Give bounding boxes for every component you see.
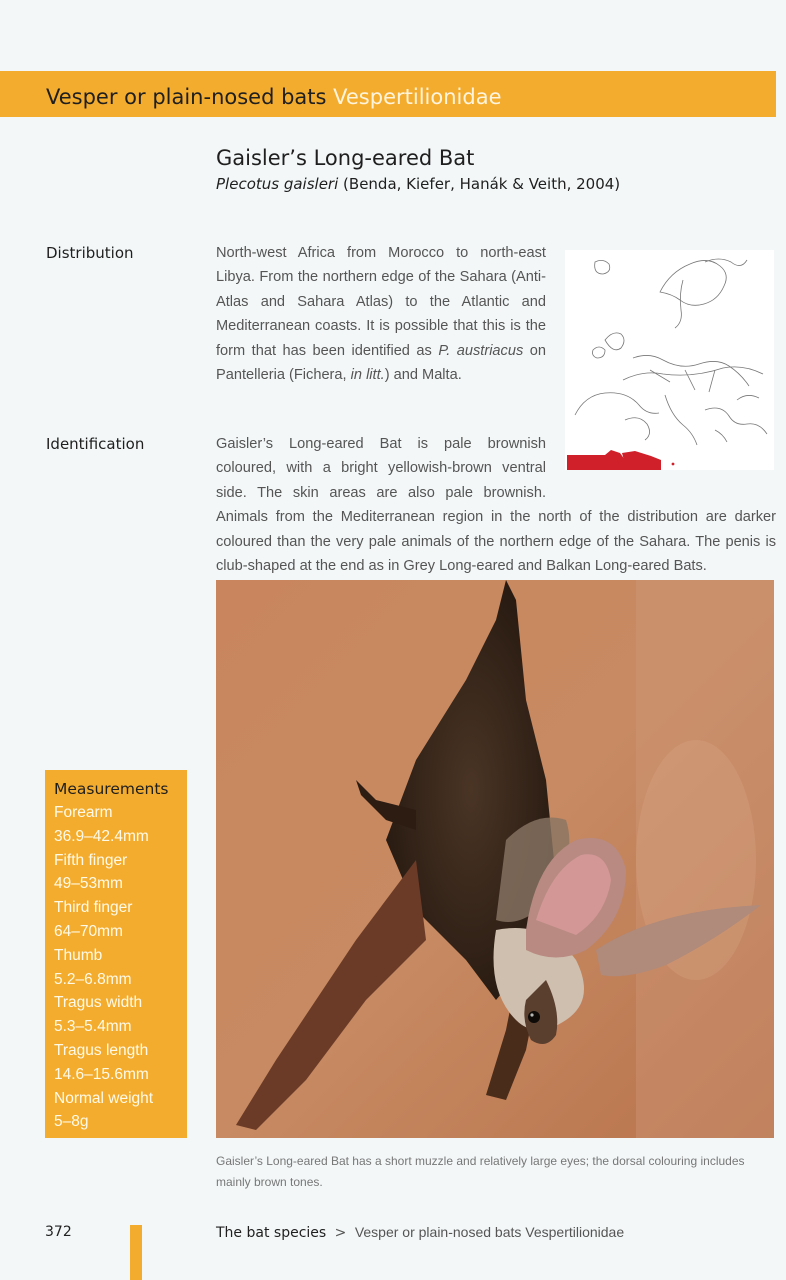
page-number: 372: [45, 1224, 72, 1240]
measurement-value: 5–8g: [54, 1113, 89, 1131]
species-authority: (Benda, Kiefer, Hanák & Veith, 2004): [343, 175, 621, 193]
header-latin-name: Vespertilionidae: [333, 85, 502, 109]
species-latin: Plecotus gaisleri: [216, 175, 339, 193]
measurement-value: 49–53mm: [54, 875, 123, 893]
footer-section-link: The bat species: [216, 1225, 327, 1241]
measurement-label: Thumb: [54, 946, 103, 964]
distribution-label: Distribution: [46, 244, 134, 262]
photo-caption: Gaisler’s Long-eared Bat has a short muzzle and relatively large eyes; the dorsal colouring includes mainly brown tones.: [216, 1154, 745, 1189]
chapter-header: [46, 84, 501, 110]
measurement-label: Normal weight: [54, 1089, 154, 1107]
measurement-value: 64–70mm: [54, 922, 123, 940]
species-title: Gaisler’s Long-eared Bat: [216, 146, 475, 170]
header-common-name: Vesper or plain-nosed bats: [46, 85, 327, 109]
identification-text: Gaisler’s Long-eared Bat is pale brownish coloured, with a bright yellowish-brown ventral side. The skin areas are also pale brownish. Animals from the Mediterranean region in the north of the distribution are darker coloured than the very pale animals of the northern edge of the Sahara. The penis is club-shaped at the end as in Grey Long-eared and Balkan Long-eared Bats.: [216, 436, 776, 575]
measurement-label: Tragus width: [54, 994, 143, 1012]
measurement-label: Forearm: [54, 804, 113, 821]
footer-breadcrumb: [216, 1224, 624, 1241]
footer-separator: >: [334, 1225, 347, 1241]
footer-accent-bar: [130, 1225, 142, 1280]
footer-family: Vesper or plain-nosed bats Vespertilionidae: [354, 1224, 625, 1240]
measurement-label: Tragus length: [54, 1041, 149, 1059]
species-scientific-name: [216, 175, 620, 193]
identification-label: Identification: [46, 435, 145, 453]
measurement-value: 5.3–5.4mm: [54, 1018, 132, 1036]
measurement-label: Third finger: [54, 899, 133, 917]
measurement-value: 36.9–42.4mm: [54, 827, 149, 845]
distribution-text: North-west Africa from Morocco to north-east Libya. From the northern edge of the Sahara (Anti-Atlas and Sahara Atlas) to the Atlantic and Mediterranean coasts. It is possible that this is the form that has been identified as P. austriacus on Pantelleria (Fichera, in litt.) and Malta.: [216, 245, 546, 384]
measurement-label: Fifth finger: [54, 851, 128, 869]
measurements-box: [45, 770, 187, 1138]
measurement-value: 14.6–15.6mm: [54, 1065, 149, 1083]
measurements-title: Measurements: [54, 780, 169, 798]
bat-photo: [216, 580, 774, 1138]
measurement-value: 5.2–6.8mm: [54, 970, 132, 988]
